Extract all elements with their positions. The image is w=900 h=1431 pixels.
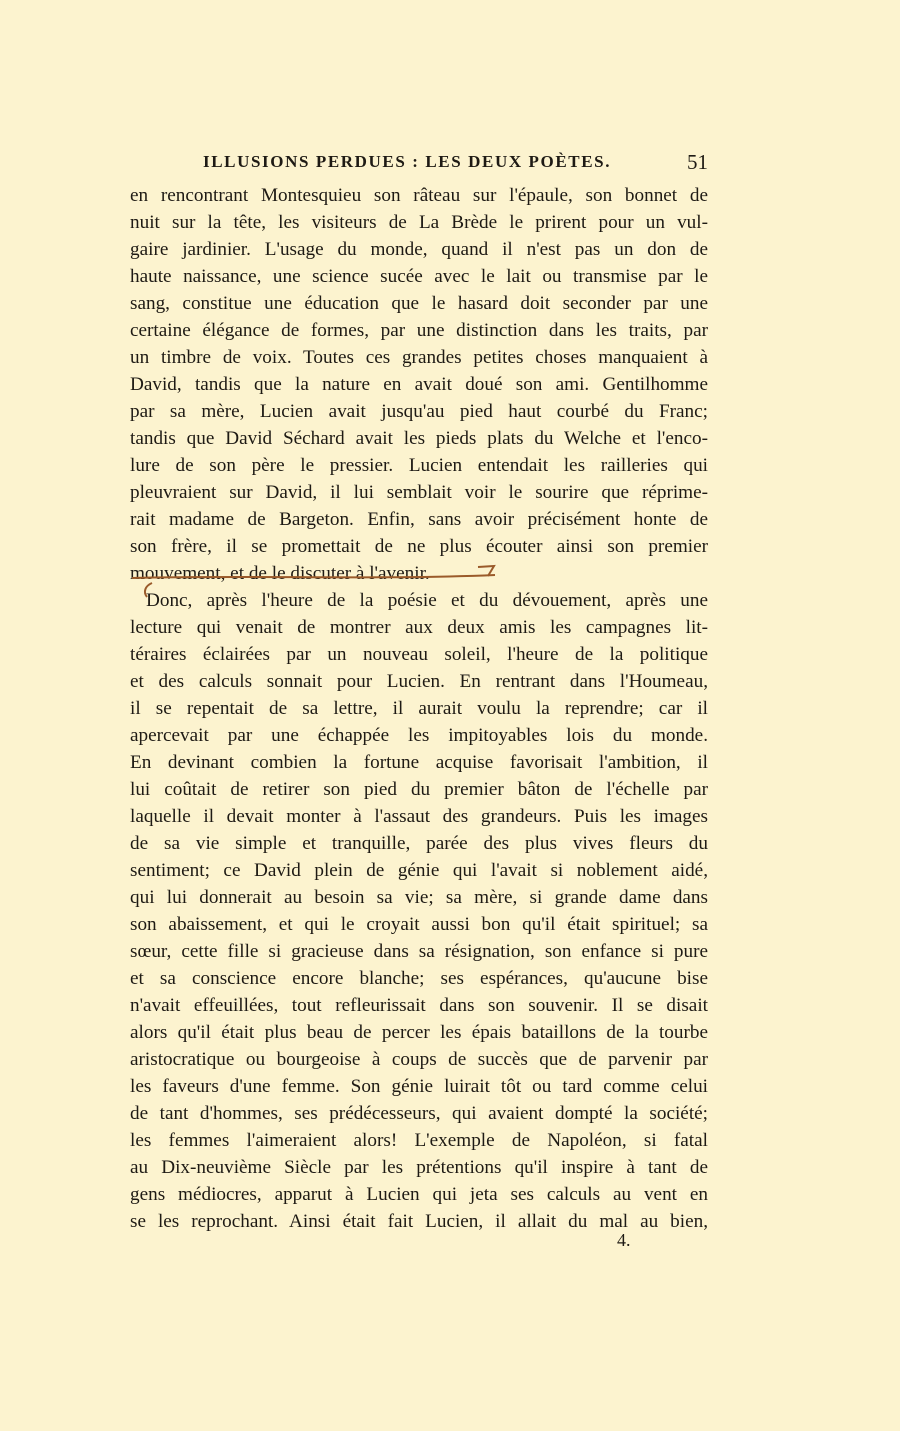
text-line: certaine élégance de formes, par une distinction dans les traits, par [130,320,708,341]
text-line: laquelle il devait monter à l'assaut des grandeurs. Puis les images [130,806,708,827]
text-line: par sa mère, Lucien avait jusqu'au pied haut courbé du Franc; [130,401,708,422]
text-line: il se repentait de sa lettre, il aurait voulu la reprendre; car il [130,698,708,719]
text-line: de sa vie simple et tranquille, parée des plus vives fleurs du [130,833,708,854]
signature-mark: 4. [617,1230,631,1250]
text-line: les faveurs d'une femme. Son génie luirait tôt ou tard comme celui [130,1076,708,1097]
text-line: tandis que David Séchard avait les pieds plats du Welche et l'enco- [130,428,708,449]
running-header [203,150,708,176]
text-line: sang, constitue une éducation que le hasard doit seconder par une [130,293,708,314]
text-line: sentiment; ce David plein de génie qui l'avait si noblement aidé, [130,860,708,881]
text-line: haute naissance, une science sucée avec le lait ou transmise par le [130,266,708,287]
text-line: pleuvraient sur David, il lui semblait voir le sourire que réprime- [130,482,708,503]
text-line: Donc, après l'heure de la poésie et du dévouement, après une [146,590,708,611]
running-title: ILLUSIONS PERDUES : LES DEUX POÈTES. [203,152,612,171]
text-line: en rencontrant Montesquieu son râteau sur l'épaule, son bonnet de [130,185,708,206]
text-line: nuit sur la tête, les visiteurs de La Brède le prirent pour un vul- [130,212,708,233]
text-line: les femmes l'aimeraient alors! L'exemple de Napoléon, si fatal [130,1130,708,1151]
text-line: lure de son père le pressier. Lucien entendait les railleries qui [130,455,708,476]
text-line: sœur, cette fille si gracieuse dans sa résignation, son enfance si pure [130,941,708,962]
text-line: aristocratique ou bourgeoise à coups de succès que de parvenir par [130,1049,708,1070]
text-line: alors qu'il était plus beau de percer les épais bataillons de la tourbe [130,1022,708,1043]
text-line: un timbre de voix. Toutes ces grandes petites choses manquaient à [130,347,708,368]
text-line: et des calculs sonnait pour Lucien. En rentrant dans l'Houmeau, [130,671,708,692]
text-line: au Dix-neuvième Siècle par les prétentions qu'il inspire à tant de [130,1157,708,1178]
text-line: qui lui donnerait au besoin sa vie; sa mère, si grande dame dans [130,887,708,908]
text-line: David, tandis que la nature en avait doué son ami. Gentilhomme [130,374,708,395]
text-line: gaire jardinier. L'usage du monde, quand il n'est pas un don de [130,239,708,260]
text-line: mouvement, et de le discuter à l'avenir. [130,563,430,584]
text-line: son abaissement, et qui le croyait aussi bon qu'il était spirituel; sa [130,914,708,935]
text-line: n'avait effeuillées, tout refleurissait dans son souvenir. Il se disait [130,995,708,1016]
page-number: 51 [687,150,708,174]
text-line: En devinant combien la fortune acquise favorisait l'ambition, il [130,752,708,773]
text-line: son frère, il se promettait de ne plus écouter ainsi son premier [130,536,708,557]
text-line: gens médiocres, apparut à Lucien qui jeta ses calculs au vent en [130,1184,708,1205]
text-line: de tant d'hommes, ses prédécesseurs, qui avaient dompté la société; [130,1103,708,1124]
text-line: rait madame de Bargeton. Enfin, sans avoir précisément honte de [130,509,708,530]
body-text [130,182,708,1235]
text-line: et sa conscience encore blanche; ses espérances, qu'aucune bise [130,968,708,989]
text-line: lui coûtait de retirer son pied du premier bâton de l'échelle par [130,779,708,800]
text-line: téraires éclairées par un nouveau soleil, l'heure de la politique [130,644,708,665]
text-line: apercevait par une échappée les impitoyables lois du monde. [130,725,708,746]
text-line: lecture qui venait de montrer aux deux amis les campagnes lit- [130,617,708,638]
text-line: se les reprochant. Ainsi était fait Lucien, il allait du mal au bien, [130,1211,708,1232]
